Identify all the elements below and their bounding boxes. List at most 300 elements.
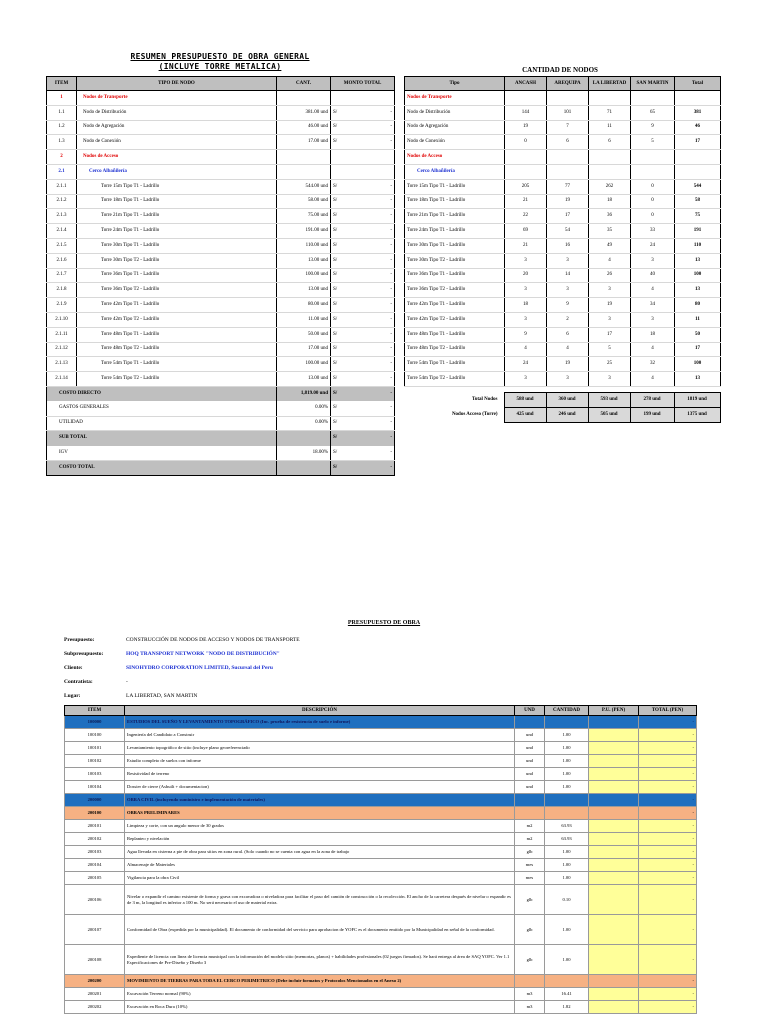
header-descripcion: DESCRIPCIÓN	[125, 706, 515, 716]
cant-cell: 13.00 und	[277, 253, 331, 268]
unit-price	[589, 885, 639, 915]
table-row	[65, 729, 697, 742]
quantity: 1.00	[545, 768, 589, 781]
header-arequipa: AREQUIPA	[547, 77, 589, 91]
cantidad-table	[404, 76, 721, 387]
summary-row	[47, 460, 395, 475]
meta-value: SINOHYDRO CORPORATION LIMITED, Sucursal del Peru	[126, 665, 273, 671]
table-row	[405, 372, 721, 387]
tipo-cell: Cerco Albañilería	[405, 164, 505, 179]
monto-cell: -	[353, 268, 395, 283]
item-code: 200000	[65, 794, 125, 807]
quantity: 1.00	[545, 915, 589, 945]
cant-cell: 13.00 und	[277, 372, 331, 387]
total-cell: 100	[675, 268, 721, 283]
unit-price	[589, 988, 639, 1001]
description: Ingeniería del Candidato a Construir	[125, 729, 515, 742]
description: Resistividad de terreno	[125, 768, 515, 781]
description: Nivelar o expandir el camino existente de forma y grava con excavadora o niveladora para facilitar el paso del camión de construcción o la recolección. El ancho de la carretera después de nivelar o expandir es de 3 m, la longitud es inferior a 100 m. No será necesario el uso de material extra.	[125, 885, 515, 915]
table-row	[47, 105, 395, 120]
la-libertad-cell: 5	[589, 342, 631, 357]
la-libertad-cell: 18	[589, 194, 631, 209]
total-price: -	[639, 794, 697, 807]
item-cell: 2	[47, 150, 77, 165]
quantity	[545, 716, 589, 729]
total-cell: 58	[675, 194, 721, 209]
currency-cell	[331, 150, 353, 165]
section-row	[65, 716, 697, 729]
item-code: 200103	[65, 846, 125, 859]
la-libertad-cell: 3	[589, 283, 631, 298]
total-price: -	[639, 768, 697, 781]
table-row	[405, 164, 721, 179]
quantity: 1.00	[545, 945, 589, 975]
cant-cell: 17.00 und	[277, 342, 331, 357]
table-row	[405, 105, 721, 120]
resumen-header-row	[47, 77, 395, 91]
tipo-cell: Torre 42m Tipo T1 - Ladrillo	[77, 298, 277, 313]
item-cell: 1.1	[47, 105, 77, 120]
ancash-cell: 21	[505, 238, 547, 253]
item-cell: 1.2	[47, 120, 77, 135]
monto-cell	[353, 150, 395, 165]
san-martin-cell: 0	[631, 209, 675, 224]
table-row	[47, 253, 395, 268]
currency-cell: S/	[331, 372, 353, 387]
unit: glb	[515, 945, 545, 975]
total-price: -	[639, 781, 697, 794]
table-row	[405, 150, 721, 165]
currency-cell: S/	[331, 238, 353, 253]
meta-value: LA LIBERTAD, SAN MARTIN	[126, 693, 198, 699]
tipo-cell: Nodo de Agregación	[405, 120, 505, 135]
meta-value: HOQ TRANSPORT NETWORK "NODO DE DISTRIBUCIÓN"	[126, 651, 280, 657]
totals-label: Total Nodos	[471, 396, 498, 402]
item-code: 100104	[65, 781, 125, 794]
resumen-table	[46, 76, 395, 476]
total-cell: 17	[675, 135, 721, 150]
table-row	[47, 179, 395, 194]
table-row	[65, 859, 697, 872]
total-cell: 191	[675, 224, 721, 239]
tipo-cell: Torre 24m Tipo T1 - Ladrillo	[77, 224, 277, 239]
unit-price	[589, 833, 639, 846]
tipo-cell: Cerco Albañilería	[77, 164, 277, 179]
arequipa-cell: 9	[547, 298, 589, 313]
table-row	[47, 327, 395, 342]
unit-price	[589, 975, 639, 988]
summary-label: IGV	[47, 446, 277, 461]
currency-cell: S/	[331, 135, 353, 150]
item-code: 200106	[65, 885, 125, 915]
total-price: -	[639, 945, 697, 975]
header-cantidad: CANTIDAD	[545, 706, 589, 716]
meta-value: -	[126, 679, 128, 685]
item-code: 200102	[65, 833, 125, 846]
total-price: -	[639, 716, 697, 729]
ancash-cell: 18	[505, 298, 547, 313]
tipo-cell: Torre 36m Tipo T2 - Ladrillo	[77, 283, 277, 298]
cantidad-header-row	[405, 77, 721, 91]
unit-price	[589, 807, 639, 820]
tipo-cell: Torre 30m Tipo T1 - Ladrillo	[77, 238, 277, 253]
table-row	[405, 224, 721, 239]
san-martin-cell: 3	[631, 253, 675, 268]
table-row	[405, 357, 721, 372]
item-code: 200104	[65, 859, 125, 872]
san-martin-cell: 33	[631, 224, 675, 239]
ancash-cell: 3	[505, 253, 547, 268]
currency-cell: S/	[331, 342, 353, 357]
unit-price	[589, 820, 639, 833]
currency-cell: S/	[331, 120, 353, 135]
arequipa-cell	[547, 91, 589, 106]
san-martin-cell: 5	[631, 135, 675, 150]
arequipa-cell: 54	[547, 224, 589, 239]
total-cell: 544	[675, 179, 721, 194]
unit: glb	[515, 846, 545, 859]
unit: und	[515, 755, 545, 768]
description: Excavación Terreno normal (90%)	[125, 988, 515, 1001]
item-cell: 2.1.10	[47, 312, 77, 327]
la-libertad-cell	[589, 150, 631, 165]
table-row	[47, 224, 395, 239]
quantity: 1.00	[545, 755, 589, 768]
tipo-cell: Nodo de Distribución	[77, 105, 277, 120]
item-code: 100100	[65, 729, 125, 742]
unit-price	[589, 716, 639, 729]
header-tipo: TIPO DE NODO	[77, 77, 277, 91]
meta-key: Cliente:	[64, 665, 83, 671]
table-row	[405, 327, 721, 342]
arequipa-cell: 3	[547, 253, 589, 268]
section-row	[65, 807, 697, 820]
la-libertad-cell: 3	[589, 372, 631, 387]
summary-cant: 0.00%	[277, 416, 331, 431]
arequipa-total: 360 und	[546, 393, 588, 408]
item-code: 200105	[65, 872, 125, 885]
tipo-cell: Nodo de Conexión	[405, 135, 505, 150]
tipo-cell: Torre 48m Tipo T2 - Ladrillo	[77, 342, 277, 357]
la-libertad-cell	[589, 91, 631, 106]
arequipa-cell: 3	[547, 372, 589, 387]
san-martin-cell: 3	[631, 312, 675, 327]
monto-cell: -	[353, 327, 395, 342]
monto-cell: -	[353, 120, 395, 135]
ancash-total: 588 und	[504, 393, 546, 408]
tipo-cell: Torre 15m Tipo T1 - Ladrillo	[405, 179, 505, 194]
cant-cell: 17.00 und	[277, 135, 331, 150]
currency-cell: S/	[331, 401, 353, 416]
summary-label: SUB TOTAL	[47, 431, 277, 446]
ancash-cell: 0	[505, 135, 547, 150]
monto-cell: -	[353, 357, 395, 372]
item-code: 200108	[65, 945, 125, 975]
summary-monto: -	[353, 460, 395, 475]
table-row	[65, 915, 697, 945]
arequipa-cell: 19	[547, 357, 589, 372]
monto-cell: -	[353, 179, 395, 194]
table-row	[405, 194, 721, 209]
cant-cell: 80.00 und	[277, 298, 331, 313]
tipo-cell: Torre 42m Tipo T2 - Ladrillo	[405, 312, 505, 327]
table-row	[65, 833, 697, 846]
quantity: 16.41	[545, 988, 589, 1001]
totals-row	[404, 407, 720, 422]
item-code: 100000	[65, 716, 125, 729]
header-pu: P.U. (PEN)	[589, 706, 639, 716]
tipo-cell: Torre 21m Tipo T1 - Ladrillo	[77, 209, 277, 224]
tipo-cell: Torre 42m Tipo T2 - Ladrillo	[77, 312, 277, 327]
arequipa-cell	[547, 150, 589, 165]
cant-cell: 75.00 und	[277, 209, 331, 224]
summary-monto: -	[353, 386, 395, 401]
item-code: 200100	[65, 807, 125, 820]
tipo-cell: Torre 54m Tipo T2 - Ladrillo	[77, 372, 277, 387]
grand-total: 1819 und	[674, 393, 720, 408]
monto-cell: -	[353, 194, 395, 209]
currency-cell: S/	[331, 283, 353, 298]
tipo-cell: Nodos de Acceso	[77, 150, 277, 165]
meta-key: Contratista:	[64, 679, 93, 685]
cant-cell	[277, 91, 331, 106]
item-cell: 2.1.6	[47, 253, 77, 268]
la-libertad-cell: 49	[589, 238, 631, 253]
quantity: 1.00	[545, 729, 589, 742]
cant-cell: 46.00 und	[277, 120, 331, 135]
table-row	[47, 312, 395, 327]
table-row	[405, 120, 721, 135]
header-tipo: Tipo	[405, 77, 505, 91]
la-libertad-cell	[589, 164, 631, 179]
cant-cell	[277, 150, 331, 165]
section-row	[65, 975, 697, 988]
tipo-cell: Nodo de Agregación	[77, 120, 277, 135]
ancash-cell: 144	[505, 105, 547, 120]
unit-price	[589, 768, 639, 781]
ancash-cell: 20	[505, 268, 547, 283]
item-code: 200201	[65, 988, 125, 1001]
monto-cell: -	[353, 105, 395, 120]
description: Expediente de licencia con línea de licencia municipal con la información del modelo sitio (memorias, planos) + habilidades profesionales (02 juegos firmados). Se hará entrega al área de SAQ YOFC. Ver 1.1 Especificaciones de Pre-Diseño y Diseño 3	[125, 945, 515, 975]
la-libertad-cell: 19	[589, 298, 631, 313]
quantity: 63.93	[545, 820, 589, 833]
table-row	[405, 298, 721, 313]
ancash-cell: 9	[505, 327, 547, 342]
summary-row	[47, 416, 395, 431]
summary-cant	[277, 460, 331, 475]
total-cell: 75	[675, 209, 721, 224]
san-martin-cell: 4	[631, 283, 675, 298]
total-price: -	[639, 742, 697, 755]
item-code: 200107	[65, 915, 125, 945]
summary-monto: -	[353, 416, 395, 431]
tipo-cell: Torre 15m Tipo T1 - Ladrillo	[77, 179, 277, 194]
cant-cell: 13.00 und	[277, 283, 331, 298]
table-row	[47, 120, 395, 135]
unit: glb	[515, 915, 545, 945]
item-cell: 2.1.11	[47, 327, 77, 342]
description: ESTUDIOS DEL SUEÑO Y LEVANTAMIENTO TOPOGRÁFICO (Inc. prueba de resistencia de suelo e informe)	[125, 716, 515, 729]
tipo-cell: Torre 18m Tipo T1 - Ladrillo	[77, 194, 277, 209]
cant-cell: 100.00 und	[277, 268, 331, 283]
monto-cell: -	[353, 238, 395, 253]
header-total: TOTAL (PEN)	[639, 706, 697, 716]
currency-cell: S/	[331, 194, 353, 209]
ancash-cell	[505, 150, 547, 165]
item-cell: 1	[47, 91, 77, 106]
header-san-martin: SAN MARTIN	[631, 77, 675, 91]
tipo-cell: Torre 30m Tipo T1 - Ladrillo	[405, 238, 505, 253]
ancash-cell	[505, 91, 547, 106]
san-martin-cell	[631, 91, 675, 106]
summary-cant: 18.00%	[277, 446, 331, 461]
table-row	[65, 846, 697, 859]
monto-cell: -	[353, 253, 395, 268]
item-cell: 2.1.9	[47, 298, 77, 313]
summary-label: COSTO DIRECTO	[47, 386, 277, 401]
total-cell: 46	[675, 120, 721, 135]
section-row	[65, 794, 697, 807]
item-cell: 1.3	[47, 135, 77, 150]
table-row	[405, 268, 721, 283]
unit-price	[589, 742, 639, 755]
ancash-cell: 3	[505, 372, 547, 387]
header-cant: CANT.	[277, 77, 331, 91]
description: Limpieza y corte, con un angulo menor de 30 grados	[125, 820, 515, 833]
total-price: -	[639, 820, 697, 833]
cantidad-title: CANTIDAD DE NODOS	[522, 66, 598, 74]
table-row	[47, 150, 395, 165]
presupuesto-table	[64, 705, 697, 1014]
unit-price	[589, 915, 639, 945]
arequipa-cell: 16	[547, 238, 589, 253]
ancash-cell: 21	[505, 194, 547, 209]
ancash-cell: 24	[505, 357, 547, 372]
table-row	[47, 164, 395, 179]
meta-row	[64, 651, 280, 657]
ancash-total: 425 und	[504, 407, 546, 422]
table-row	[47, 357, 395, 372]
quantity: 63.93	[545, 833, 589, 846]
tipo-cell: Nodo de Conexión	[77, 135, 277, 150]
description: Replanteo y nivelación	[125, 833, 515, 846]
tipo-cell: Torre 36m Tipo T1 - Ladrillo	[77, 268, 277, 283]
unit-price	[589, 945, 639, 975]
item-cell: 2.1.1	[47, 179, 77, 194]
item-code: 100102	[65, 755, 125, 768]
monto-cell: -	[353, 283, 395, 298]
table-row	[47, 135, 395, 150]
item-cell: 2.1.13	[47, 357, 77, 372]
currency-cell: S/	[331, 327, 353, 342]
quantity: 1.00	[545, 859, 589, 872]
meta-key: Subpresupuesto:	[64, 651, 104, 657]
item-code: 100101	[65, 742, 125, 755]
summary-label: UTILIDAD	[47, 416, 277, 431]
header-monto: MONTO TOTAL	[331, 77, 395, 91]
table-row	[405, 135, 721, 150]
item-code: 200200	[65, 975, 125, 988]
meta-key: Presupuesto:	[64, 637, 95, 643]
item-code: 100103	[65, 768, 125, 781]
arequipa-cell: 2	[547, 312, 589, 327]
unit-price	[589, 781, 639, 794]
header-und: UND	[515, 706, 545, 716]
cantidad-totals-table	[404, 392, 721, 423]
tipo-cell: Torre 24m Tipo T1 - Ladrillo	[405, 224, 505, 239]
item-cell: 2.1.14	[47, 372, 77, 387]
monto-cell: -	[353, 372, 395, 387]
cant-cell: 58.00 und	[277, 194, 331, 209]
total-cell: 80	[675, 298, 721, 313]
quantity	[545, 975, 589, 988]
san-martin-cell: 65	[631, 105, 675, 120]
cant-cell: 100.00 und	[277, 357, 331, 372]
unit-price	[589, 1001, 639, 1014]
la-libertad-cell: 3	[589, 312, 631, 327]
tipo-cell: Torre 42m Tipo T1 - Ladrillo	[405, 298, 505, 313]
table-row	[47, 194, 395, 209]
unit: und	[515, 742, 545, 755]
table-row	[65, 945, 697, 975]
table-row	[405, 312, 721, 327]
summary-cant: 0.00%	[277, 401, 331, 416]
san-martin-cell	[631, 150, 675, 165]
cant-cell: 110.00 und	[277, 238, 331, 253]
meta-row	[64, 665, 273, 671]
tipo-cell: Nodos de Acceso	[405, 150, 505, 165]
unit: m2	[515, 833, 545, 846]
san-martin-cell: 9	[631, 120, 675, 135]
ancash-cell: 3	[505, 283, 547, 298]
monto-cell: -	[353, 135, 395, 150]
tipo-cell: Torre 54m Tipo T1 - Ladrillo	[405, 357, 505, 372]
san-martin-cell: 0	[631, 179, 675, 194]
total-price: -	[639, 833, 697, 846]
la-libertad-cell: 262	[589, 179, 631, 194]
la-libertad-total: 505 und	[588, 407, 630, 422]
meta-key: Lugar:	[64, 693, 81, 699]
presupuesto-header-row	[65, 706, 697, 716]
unit: m2	[515, 820, 545, 833]
currency-cell: S/	[331, 416, 353, 431]
la-libertad-cell: 4	[589, 253, 631, 268]
san-martin-cell: 24	[631, 238, 675, 253]
la-libertad-cell: 6	[589, 135, 631, 150]
la-libertad-cell: 17	[589, 327, 631, 342]
table-row	[65, 872, 697, 885]
summary-label: GASTOS GENERALES	[47, 401, 277, 416]
la-libertad-cell: 25	[589, 357, 631, 372]
meta-row	[64, 693, 197, 699]
ancash-cell: 4	[505, 342, 547, 357]
description: Almacenaje de Materiales	[125, 859, 515, 872]
table-row	[65, 781, 697, 794]
ancash-cell: 22	[505, 209, 547, 224]
description: Agua llevada en cisterna a pie de obra para sitios en zona rural. (Solo cuando no se cuenta con agua en la zona de trabajo	[125, 846, 515, 859]
description: OBRAS PRELIMINARES	[125, 807, 515, 820]
table-row	[65, 742, 697, 755]
table-row	[47, 298, 395, 313]
total-price: -	[639, 1001, 697, 1014]
total-cell: 13	[675, 372, 721, 387]
summary-monto: -	[353, 401, 395, 416]
summary-cant	[277, 431, 331, 446]
arequipa-cell: 101	[547, 105, 589, 120]
unit-price	[589, 729, 639, 742]
arequipa-total: 246 und	[546, 407, 588, 422]
